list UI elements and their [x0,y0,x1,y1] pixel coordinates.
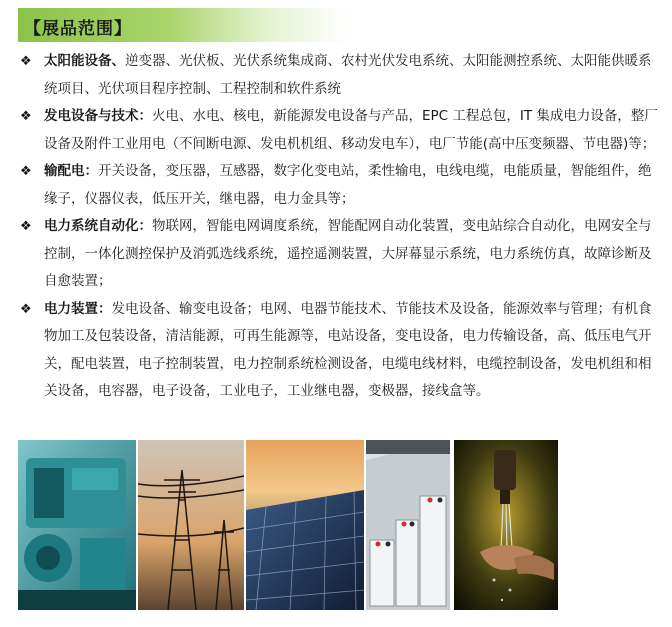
battery-bank-photo [366,440,450,610]
solar-panel-photo [246,440,364,610]
power-tower-photo [138,440,244,610]
photo-strip [18,440,558,610]
list-item [18,296,664,406]
category-term: 发电设备与技术： [44,108,152,124]
diamond-bullet-icon: ❖ [20,219,32,234]
list-item [18,213,664,296]
exhibit-category-list [18,48,664,406]
category-text: 火电、水电、核电，新能源发电设备与产品，EPC 工程总包，IT 集成电力设备，整厂设备及附件工业用电（不间断电源、发电机机组、移动发电车），电厂节能(高中压变频器、节电器)等； [44,108,658,152]
category-term: 太阳能设备、 [44,53,125,69]
water-tap-photo [454,440,558,610]
category-text: 物联网，智能电网调度系统，智能配网自动化装置，变电站综合自动化，电网安全与控制，一体化测控保护及消弧选线系统，遥控遥测装置，大屏幕显示系统，电力系统仿真，故障诊断及自愈装置； [44,218,652,289]
generator-photo [18,440,136,610]
category-text: 开关设备，变压器，互感器，数字化变电站，柔性输电，电线电缆，电能质量，智能组件，绝缘子，仪器仪表，低压开关，继电器，电力金具等； [44,163,652,207]
category-text: 发电设备、输变电设备；电网、电器节能技术、节能技术及设备，能源效率与管理；有机食物加工及包装设备，清洁能源，可再生能源等，电站设备，变电设备，电力传输设备，高、低压电气开关，配电装置，电子控制装置，电力控制系统检测设备，电缆电线材料，电缆控制设备，发电机组和相关设备，电容器，电子设备，工业电子，工业继电器，变极器，接线盒等。 [44,300,652,399]
diamond-bullet-icon: ❖ [20,164,32,179]
category-text: 逆变器、光伏板、光伏系统集成商、农村光伏发电系统、太阳能测控系统、太阳能供暖系统项目、光伏项目程序控制、工程控制和软件系统 [44,53,652,97]
diamond-bullet-icon: ❖ [20,301,32,317]
diamond-bullet-icon: ❖ [20,54,32,69]
list-item [18,48,664,103]
category-term: 输配电： [44,163,98,179]
category-term: 电力系统自动化： [44,218,152,234]
list-item [18,103,664,158]
section-header [18,8,348,42]
category-term: 电力装置： [44,300,112,317]
diamond-bullet-icon: ❖ [20,109,32,124]
list-item [18,158,664,213]
section-title: 【展品范围】 [24,19,132,39]
